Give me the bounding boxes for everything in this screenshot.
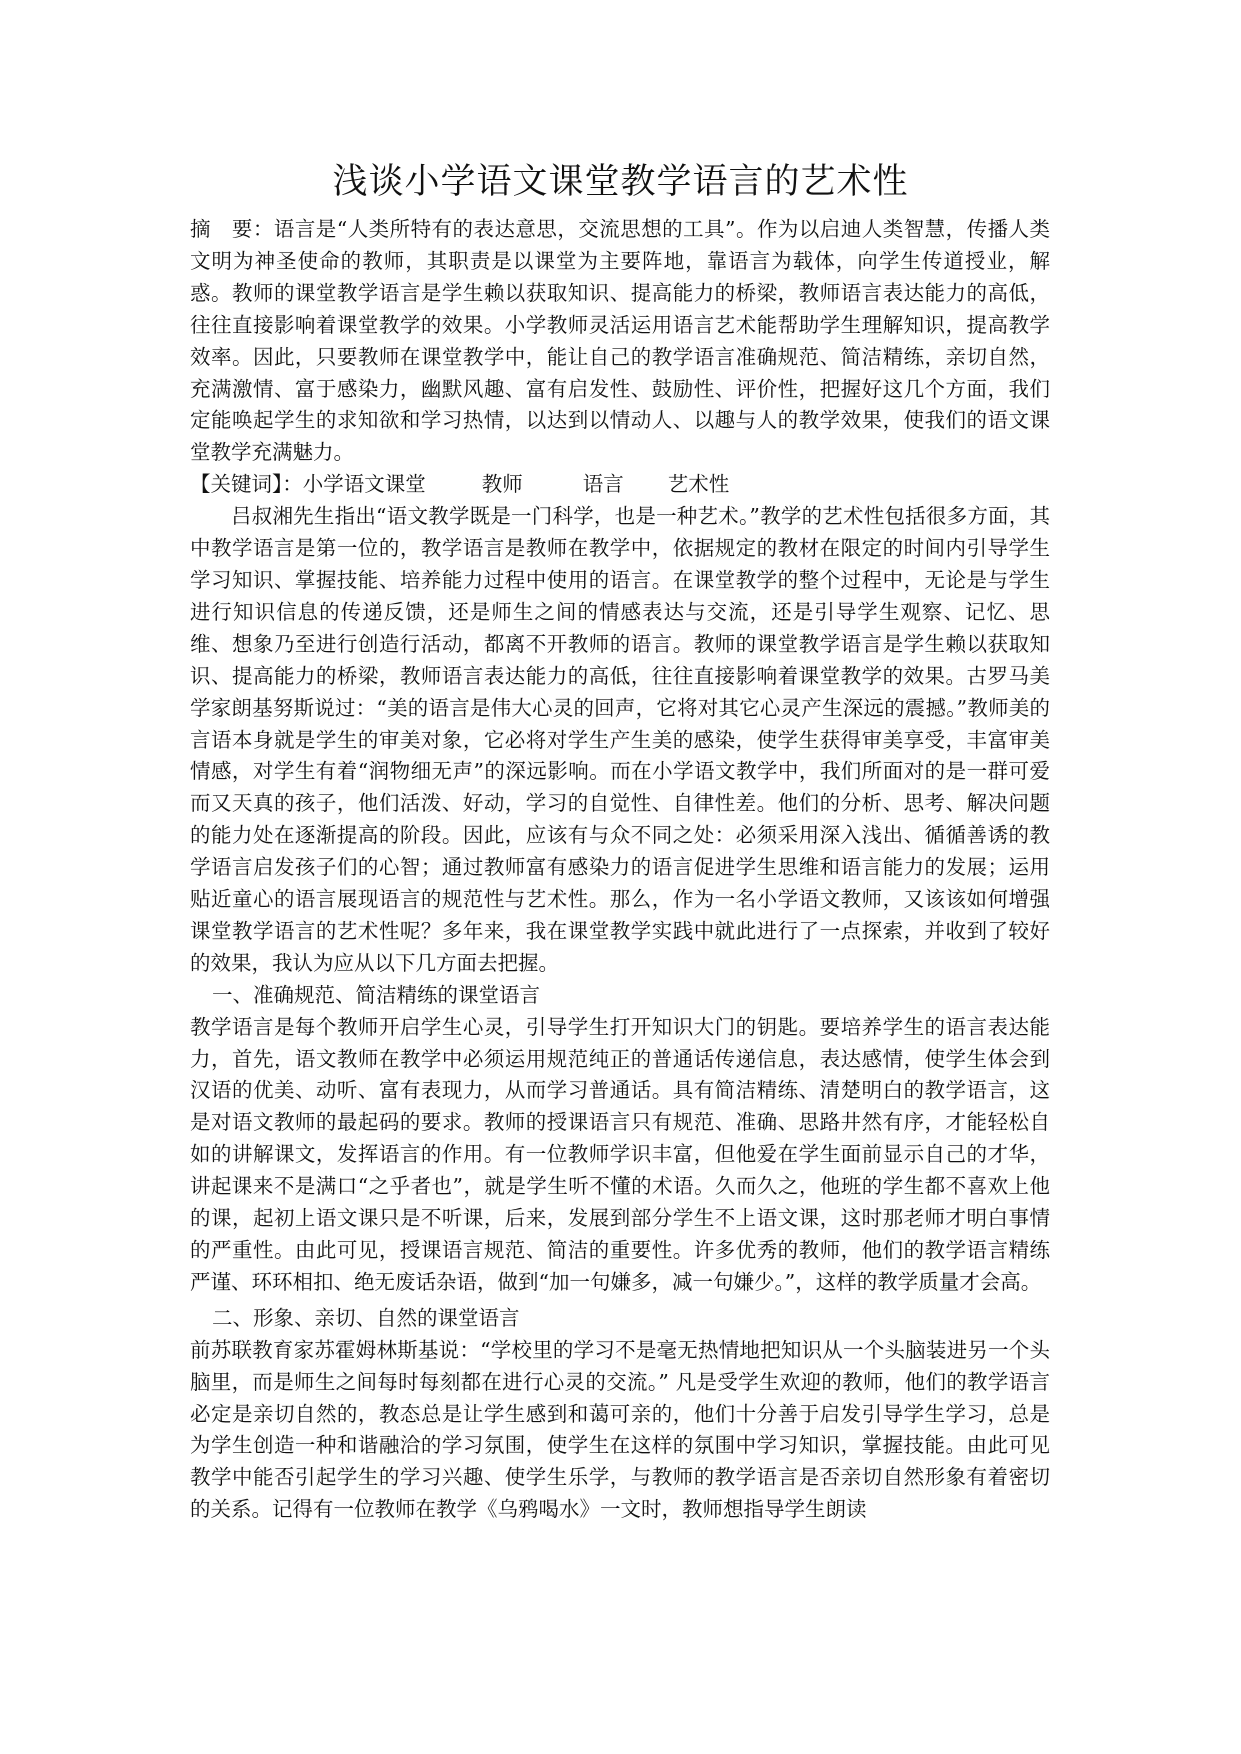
section-heading-1: 一、准确规范、简洁精练的课堂语言 <box>212 982 540 1007</box>
keyword: 艺术性 <box>667 472 730 497</box>
abstract-text: 语言是“人类所特有的表达意思，交流思想的工具”。作为以启迪人类智慧，传播人类文明为神圣使命的教师，其职责是以课堂为主要阵地，靠语言为载体，向学生传道授业，解惑。教师的课堂教学语言是学生赖以获取知识、提高能力的桥梁，教师语言表达能力的高低，往往直接影响着课堂教学的效果。小学教师灵活运用语言艺术能帮助学生理解知识，提高教学效率。因此，只要教师在课堂教学中，能让自己的教学语言准确规范、简洁精练，亲切自然，充满激情、富于感染力，幽默风趣、富有启发性、鼓励性、评价性，把握好这几个方面，我们定能唤起学生的求知欲和学习热情，以达到以情动人、以趣与人的教学效果，使我们的语文课堂教学充满魅力。 <box>190 217 1050 465</box>
keyword: 语言 <box>582 472 624 497</box>
section-heading-2: 二、形象、亲切、自然的课堂语言 <box>212 1305 520 1330</box>
section-paragraph-1: 教学语言是每个教师开启学生心灵，引导学生打开知识大门的钥匙。要培养学生的语言表达能力，首先，语文教师在教学中必须运用规范纯正的普通话传递信息，表达感情，使学生体会到汉语的优美、动听、富有表现力，从而学习普通话。具有简洁精练、清楚明白的教学语言，这是对语文教师的最起码的要求。教师的授课语言只有规范、准确、思路井然有序，才能轻松自如的讲解课文，发挥语言的作用。有一位教师学识丰富，但他爱在学生面前显示自己的才华，讲起课来不是满口“之乎者也”，就是学生听不懂的术语。久而久之，他班的学生都不喜欢上他的课，起初上语文课只是不听课，后来，发展到部分学生不上语文课，这时那老师才明白事情的严重性。由此可见，授课语言规范、简洁的重要性。许多优秀的教师，他们的教学语言精练严谨、环环相扣、绝无废话杂语，做到“加一句嫌多，减一句嫌少。”，这样的教学质量才会高。 <box>190 1014 1050 1294</box>
keyword: 教师 <box>481 472 523 497</box>
document-title: 浅谈小学语文课堂教学语言的艺术性 <box>332 162 909 202</box>
document-body <box>190 214 1050 1526</box>
intro-paragraph: 吕叔湘先生指出“语文教学既是一门科学，也是一种艺术。”教学的艺术性包括很多方面，其中教学语言是第一位的，教学语言是教师在教学中，依据规定的教材在限定的时间内引导学生学习知识、掌握技能、培养能力过程中使用的语言。在课堂教学的整个过程中，无论是与学生进行知识信息的传递反馈，还是师生之间的情感表达与交流，还是引导学生观察、记忆、思维、想象乃至进行创造行活动，都离不开教师的语言。教师的课堂教学语言是学生赖以获取知识、提高能力的桥梁，教师语言表达能力的高低，往往直接影响着课堂教学的效果。古罗马美学家朗基努斯说过：“美的语言是伟大心灵的回声，它将对其它心灵产生深远的震撼。”教师美的言语本身就是学生的审美对象，它必将对学生产生美的感染，使学生获得审美享受，丰富审美情感，对学生有着“润物细无声”的深远影响。而在小学语文教学中，我们所面对的是一群可爱而又天真的孩子，他们活泼、好动，学习的自觉性、自律性差。他们的分析、思考、解决问题的能力处在逐渐提高的阶段。因此，应该有与众不同之处：必须采用深入浅出、循循善诱的教学语言启发孩子们的心智；通过教师富有感染力的语言促进学生思维和语言能力的发展；运用贴近童心的语言展现语言的规范性与艺术性。那么，作为一名小学语文教师，又该该如何增强课堂教学语言的艺术性呢？多年来，我在课堂教学实践中就此进行了一点探索，并收到了较好的效果，我认为应从以下几方面去把握。 <box>190 504 1050 975</box>
abstract-label: 摘 要： <box>190 217 274 241</box>
keywords-line <box>190 469 1050 501</box>
keyword: 小学语文课堂 <box>302 472 426 497</box>
keywords-label: 【关键词】： <box>190 472 303 497</box>
abstract-paragraph <box>190 214 1050 469</box>
section-paragraph-2: 前苏联教育家苏霍姆林斯基说：“学校里的学习不是毫无热情地把知识从一个头脑装进另一个头脑里，而是师生之间每时每刻都在进行心灵的交流。” 凡是受学生欢迎的教师，他们的教学语言必定是亲切自然的，教态总是让学生感到和蔼可亲的，他们十分善于启发引导学生学习，总是为学生创造一种和谐融洽的学习氛围，使学生在这样的氛围中学习知识，掌握技能。由此可见教学中能否引起学生的学习兴趣、使学生乐学，与教师的教学语言是否亲切自然形象有着密切的关系。记得有一位教师在教学《乌鸦喝水》一文时，教师想指导学生朗读 <box>190 1337 1050 1522</box>
